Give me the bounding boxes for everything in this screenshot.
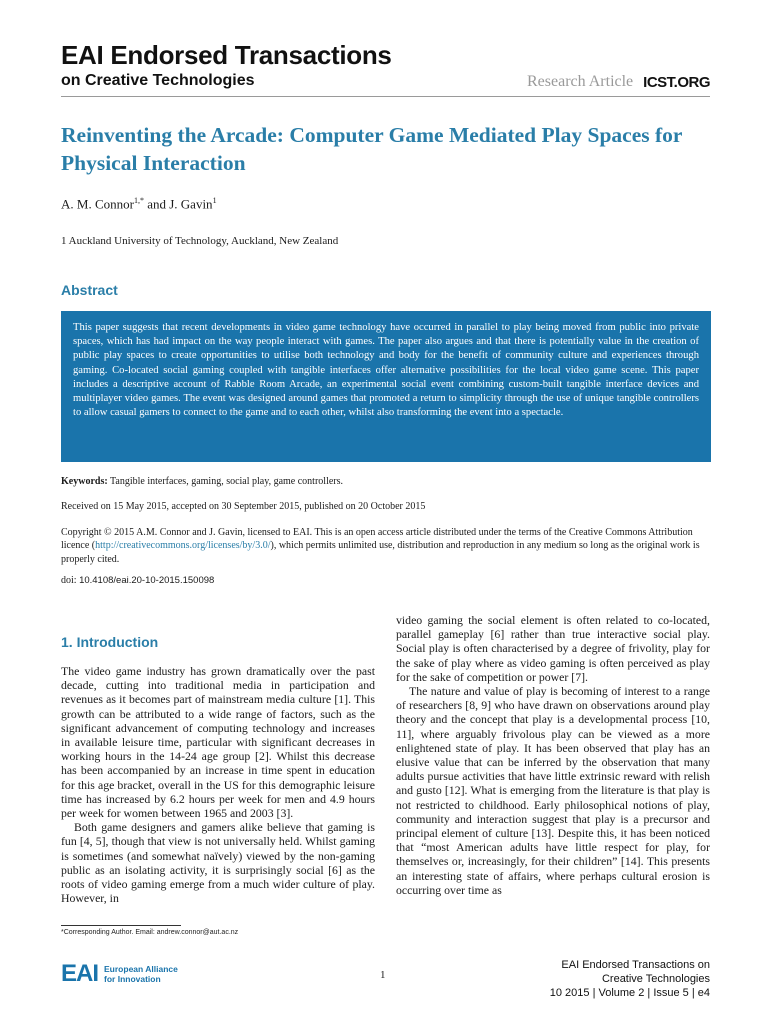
author-1-sup: 1,*: [133, 196, 144, 205]
body-column-right: [396, 613, 710, 897]
footer-journal-line-2: Creative Technologies: [601, 973, 710, 985]
license-link[interactable]: http://creativecommons.org/licenses/by/3.0/: [95, 540, 271, 552]
corresponding-author-footnote: *Corresponding Author. Email: andrew.connor@aut.ac.nz: [61, 929, 239, 936]
header-right: [527, 73, 710, 91]
affiliation: 1 Auckland University of Technology, Auckland, New Zealand: [61, 235, 339, 247]
eai-logo: [61, 960, 178, 988]
paragraph: The nature and value of play is becoming of interest to a range of researchers [8, 9] who have drawn on observations around play theory and the concept that play is a developmental process [10, 11], where arguably frivolous play can be viewed as a more enlightened state of play. It has been observed that play has an elusive value that can be inferred by the observation that many adults pursue activities that have little extrinsic reward with relish and gusto [12]. What is emerging from the literature is that play is not restricted to childhood. Early philosophical notions of play, community and interaction suggest that play is a precursor and principal element of culture [13]. Despite this, it has been noticed that “most American adults have little respect for play, for themselves or, increasingly, for their children” [14]. This presents an interesting state of affairs, where perhaps cultural erosion is occurring over time as: [396, 684, 710, 897]
authors: [61, 196, 217, 212]
abstract-heading: Abstract: [61, 282, 118, 298]
icst-logo: ICST.ORG: [643, 73, 710, 91]
copyright-post: ), which permits unlimited use, distribution and reproduction in any medium so long as the original work is properly cited.: [61, 540, 700, 565]
footer-journal-line-1: EAI Endorsed Transactions on: [561, 959, 710, 971]
abstract-box: [61, 311, 711, 462]
paragraph: video gaming the social element is often related to co-located, parallel gameplay [6] rather than true interactive social play. Social play is often characterised by a degree of frivolity, play for the sake of play where as video gaming is often perceived as play for the sake of competition or power [7].: [396, 613, 710, 684]
copyright-pre: Copyright © 2015 A.M. Connor and J. Gavin, licensed to EAI. This is an open access article distributed under the terms of the Creative Commons Attribution licence (: [61, 527, 693, 552]
page-number: 1: [380, 969, 386, 981]
footer-journal-info: [550, 958, 710, 1000]
article-type: Research Article: [526, 73, 634, 90]
author-sep: and J. Gavin: [143, 196, 213, 212]
doi: [61, 575, 214, 586]
author-2-sup: 1: [212, 196, 217, 205]
footnote-rule: [61, 925, 181, 926]
section-heading-introduction: 1. Introduction: [61, 634, 159, 650]
eai-tagline-line-1: European Alliance: [104, 964, 178, 974]
eai-mark: EAI: [61, 960, 99, 987]
footer-issue-line: 10 2015 | Volume 2 | Issue 5 | e4: [549, 987, 710, 999]
header-rule: [61, 96, 710, 97]
paragraph: The video game industry has grown dramatically over the past decade, cutting into traditional media in participation and revenues as it becomes part of mainstream media culture [1]. This growth can be attributed to a wide range of factors, such as the significant advancement of computing technology and increases in available leisure time, particular with significant decreases in working hours in the 14-24 age group [2]. Whilst this decrease has been accompanied by an increase in time spent in education for this age bracket, overall in the US for this demographic leisure time has increased by 6.2 hours per week for men and 4.9 hours per week for women between 1965 and 2003 [3].: [61, 664, 375, 821]
keywords-text: Tangible interfaces, gaming, social play, game controllers.: [107, 476, 344, 487]
author-1: A. M. Connor: [61, 196, 134, 212]
keywords: [61, 476, 343, 487]
copyright: [61, 526, 711, 566]
eai-tagline-line-2: for Innovation: [104, 974, 161, 984]
doi-label: doi:: [61, 575, 80, 586]
paper-title: Reinventing the Arcade: Computer Game Mediated Play Spaces for Physical Interaction: [61, 123, 683, 175]
journal-title: EAI Endorsed Transactions: [61, 40, 392, 70]
abstract-text: This paper suggests that recent developments in video game technology have occurred in parallel to play being moved from public into private spaces, which has had impact on the way people interact with games. The paper also argues and that there is potentially value in the creation of public play spaces to create opportunities to utilise both technology and body for the benefit of community culture and experiences through gaming. Co-located social gaming coupled with tangible interfaces offer alternative possibilities for the local video game scene. This paper includes a descriptive account of Rabble Room Arcade, an experimental social event combining custom-built tangible interface devices and multiplayer video games. The event was designed around games that promoted a return to simplicity through the use of unique tangible controllers to allow casual gamers to connect to the game and to each other, whilst also transforming the event into a spectacle.: [73, 322, 699, 419]
body-column-left: [61, 664, 375, 905]
received-dates: Received on 15 May 2015, accepted on 30 September 2015, published on 20 October 2015: [61, 501, 426, 512]
journal-subtitle: on Creative Technologies: [61, 72, 255, 89]
doi-value[interactable]: 10.4108/eai.20-10-2015.150098: [79, 575, 215, 586]
paragraph: Both game designers and gamers alike believe that gaming is fun [4, 5], though that view is not universally held. Whilst gaming is sometimes (and somewhat naïvely) viewed by the non-gaming public as an isolating activity, it is surprisingly social [6] as the roots of video gaming emerge from a much wider culture of play. However, in: [61, 820, 375, 906]
keywords-label: Keywords:: [61, 476, 108, 487]
eai-tagline: [104, 964, 178, 984]
